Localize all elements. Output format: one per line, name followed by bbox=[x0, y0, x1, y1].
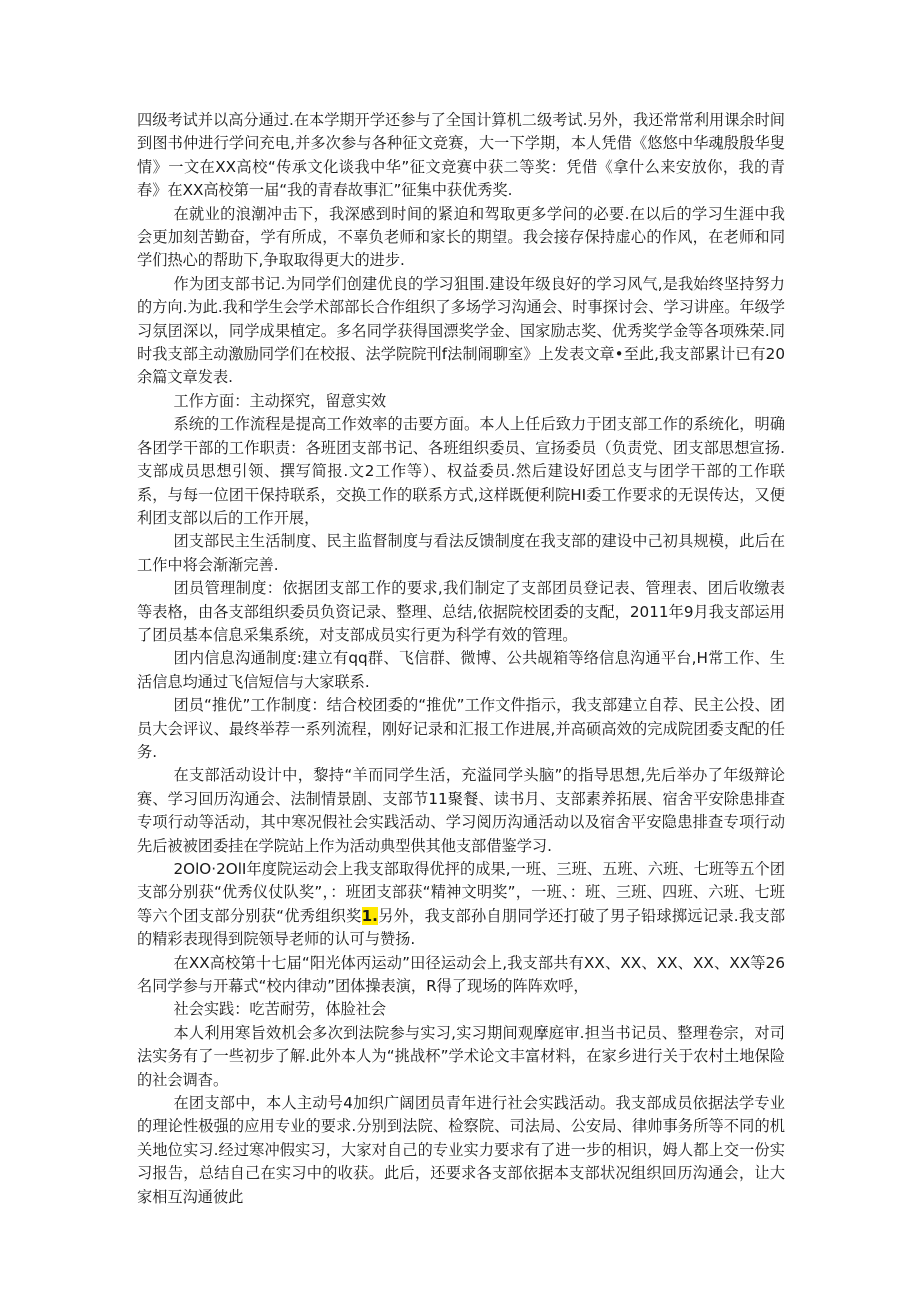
paragraph-14: 本人利用寒旨效机会多次到法院参与实习,实习期间观摩庭审.担当书记员、整理卷宗，对司法实务有了一些初步了解.此外本人为“挑战杯”学术论文丰富材料，在家乡进行关于农村土地保险的社会调杳。 bbox=[137, 1023, 785, 1089]
paragraph-11-text-after: 另外，我支部孙自朋同学还打破了男子铅球掷远记录.我支部的精彩表现得到院领导老师的认可与赞扬. bbox=[137, 906, 786, 949]
paragraph-12: 在XX高校第十七届“阳光体丙运动”田径运动会上,我支部共有XX、XX、XX、XX、XX等26名同学参与开幕式“校内律动”团体操表演，R得了现场的阵阵欢呼， bbox=[137, 953, 785, 996]
paragraph-5: 系统的工作流程是提高工作效率的击要方面。本人上任后致力于团支部工作的系统化，明确各团学干部的工作职责：各班团支部书记、各班组织委员、宣扬委员（负责党、团支部思想宣扬.支部成员思想引领、撰写简报.文2工作等）、权益委员.然后建设好团总支与团学干部的工作联系，与每一位团干保持联系，交换工作的联系方式,这样既便利院HI委工作要求的无误传达，又便利团支部以后的工作开展， bbox=[137, 415, 785, 527]
paragraph-11-text-before: 2OlO·2OlI年度院运动会上我支部取得优抨的成果,一班、三班、五班、六班、七班等五个团支部分别获“优秀仪仗队奖”，：班团支部获“精神文明奖”，一班、：班、三班、四班、六班、七班等六个团支部分别获“优秀组织奖 bbox=[137, 860, 785, 925]
section-heading-work: 工作方面：主动探究，留意实效 bbox=[173, 391, 387, 410]
document-page bbox=[137, 109, 785, 1209]
paragraph-7: 团员管理制度：依据团支部工作的要求,我们制定了支部团员登记表、管理表、团后收缴表等表格，由各支部组织委员负资记录、整理、总结,依据院校团委的支配，2011年9月我支部运用了团员基本信息采集系统，对支部成员实行更为科学有效的管理。 bbox=[137, 579, 785, 644]
paragraph-15: 在团支部中，本人主动号4加织广阔团员青年进行社会实践活动。我支部成员依据法学专业的理论性极强的应用专业的要求.分别到法院、检察院、司法局、公安局、律帅事务所等不同的机关地位实习.经过寒冲假实习，大家对自己的专业实力要求有了进一步的相识，姆人都上交一份实习报告，总结自己在实习中的收获。此后，还要求各支部依据本支部状况组织回历沟通会，让大家相互沟通彼此 bbox=[137, 1094, 785, 1206]
paragraph-11 bbox=[137, 858, 785, 952]
paragraph-1: 四级考试并以高分通过.在本学期开学还参与了全国计算机二级考试.另外，我还常常利用课余时间到图书仲进行学问充电,并多次参与各种征文竞赛，大一下学期，本人凭借《悠悠中华魂殷殷华叟情》一文在XX高校“传承文化谈我中华”征文竞赛中获二等奖：凭借《拿什么来安放你，我的青春》在XX高校第一届“我的青春故事汇”征集中获优秀奖. bbox=[137, 111, 785, 200]
paragraph-3: 作为团支部书记.为同学们创建优良的学习狙围.建设年级良好的学习风气,是我始终坚持努力的方向.为此.我和学生会学术部部长合作组织了多场学习沟通会、时事探讨会、学习讲座。年级学习氛囝深以，同学成果植定。多名同学获得国漂奖学金、国家励志奖、优秀奖学金等各项殊荣.同时我支部主动激励同学们在校报、法学院院刊f法制闹聊室》上发表文章•至此,我支部累计已有20余篇文章发表. bbox=[137, 274, 785, 387]
paragraph-6: 团支部民主生活制度、民主监督制度与看法反馈制度在我支部的建设中己初具规模，此后在工作中将会渐渐完善. bbox=[137, 532, 785, 574]
paragraph-8: 团内信息沟通制度:建立有qq群、飞信群、微博、公共觇箱等络信息沟通平台,H常工作、生活信息均通过飞信短信与大家联系. bbox=[137, 649, 785, 691]
highlighted-mark: 1. bbox=[361, 906, 378, 925]
paragraph-9: 团员“推优”工作制度：结合校团委的“推优”工作文件指示，我支部建立自荐、民主公投、团员大会评议、最终举荐一系列流程，刚好记录和汇报工作进展,并高硕高效的完成院团委支配的任务. bbox=[137, 696, 785, 761]
section-heading-social-practice: 社会实践：吃苦耐劳，体脸社会 bbox=[173, 1000, 387, 1019]
paragraph-10: 在支部活动设计中，黎持“羊而同学生活，充溢同学头脑”的指导思想,先后举办了年级辩论赛、学习回历沟通会、法制情景剧、支部节11聚餐、读书月、支部素养拓展、宿舍平安除患排查专项行动等活动，其中寒况假社会实践活动、学习阅历沟通活动以及宿舍平安隐患排查专项行动先后被被团委挂在学院站上作为活动典型供其他支部借鉴学习. bbox=[137, 766, 785, 855]
paragraph-2: 在就业的浪潮冲击下，我深感到时间的紧迫和驾取更多学问的必要.在以后的学习生涯中我会更加刻苦勤奋，学有所成，不辜负老师和家长的期望。我会接存保持虚心的作风，在老师和同学们热心的帮助下,争取取得更大的进步. bbox=[137, 204, 785, 270]
